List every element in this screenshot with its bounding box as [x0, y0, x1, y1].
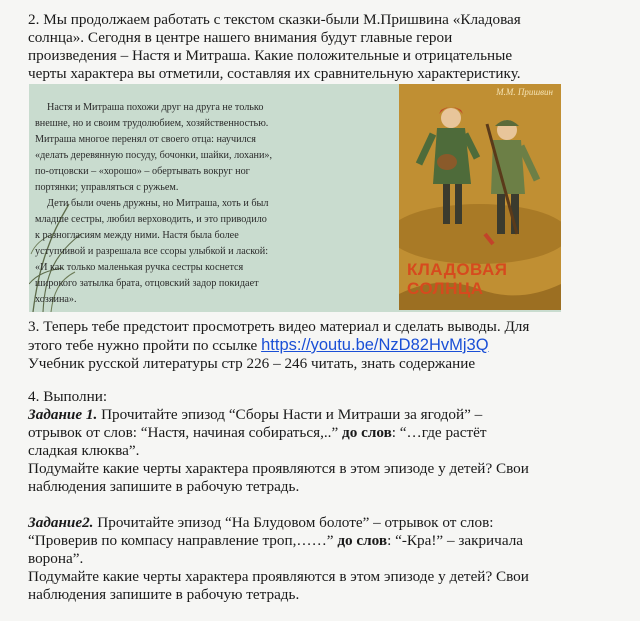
excerpt-line: Настя и Митраша похожи друг на друга не только	[47, 102, 264, 113]
z1-label: Задание 1.	[28, 406, 98, 423]
book-cover-illustration	[399, 84, 561, 310]
z1-line: сладкая клюква”.	[28, 442, 140, 459]
task3-line: Учебник русской литературы стр 226 – 246 читать, знать содержание	[28, 355, 476, 372]
z2-text: “Проверив по компасу направление троп,……”	[28, 532, 338, 549]
task4-section	[28, 388, 618, 604]
excerpt-line: к разногласиям между ними. Настя была более	[35, 230, 239, 241]
excerpt-line: внешне, но и своим трудолюбием, хозяйственностью.	[35, 118, 269, 129]
z1-question: Подумайте какие черты характера проявляются в этом эпизоде у детей? Свои	[28, 460, 529, 477]
intro-line: солнца». Сегодня в центре нашего внимания будут главные герои	[28, 29, 453, 46]
excerpt-line: портянки; управляться с ружьем.	[35, 182, 179, 193]
z2-question: Подумайте какие черты характера проявляются в этом эпизоде у детей? Свои	[28, 568, 529, 585]
z1-text: отрывок от слов: “Настя, начиная собираться,..”	[28, 424, 343, 441]
excerpt-line: «делать деревянную посуду, бочонки, шайки, лохани»,	[35, 150, 273, 161]
z1-text: Прочитайте эпизод “Сборы Насти и Митраши за ягодой” –	[97, 406, 483, 423]
cover-title-line: СОЛНЦА	[407, 279, 484, 298]
z1-line	[28, 424, 618, 442]
z1-text: : “…где растёт	[391, 424, 487, 441]
z2-bold: до слов	[337, 532, 388, 549]
excerpt-line: уступчивой и разрешала все ссоры улыбкой и лаской:	[35, 246, 269, 257]
task3-link-prefix: этого тебе нужно пройти по ссылке	[28, 337, 262, 354]
cover-author: М.М. Пришвин	[496, 87, 553, 97]
video-link[interactable]: https://youtu.be/NzD82HvMj3Q	[261, 336, 489, 354]
excerpt-line: хозяина».	[35, 294, 77, 305]
excerpt-line: Митраша многое перенял от своего отца: научился	[35, 134, 256, 145]
z2-line	[28, 514, 618, 532]
z2-text: : “-Кра!” – закричала	[387, 532, 524, 549]
excerpt-text	[35, 100, 355, 308]
task3-line: 3. Теперь тебе предстоит просмотреть видео материал и сделать выводы. Для	[28, 318, 530, 335]
intro-line: 2. Мы продолжаем работать с текстом сказки-были М.Пришвина «Кладовая	[28, 11, 521, 28]
cover-title-line: КЛАДОВАЯ	[407, 260, 508, 279]
z2-question: наблюдения запишите в рабочую тетрадь.	[28, 586, 300, 603]
excerpt-line: по-отцовски – «хорошо» – обертывать вокруг ног	[35, 166, 250, 177]
z2-text: Прочитайте эпизод “На Блудовом болоте” – отрывок от слов:	[93, 514, 494, 531]
z2-line	[28, 532, 618, 550]
excerpt-line: Дети были очень дружны, но Митраша, хоть и был	[47, 198, 269, 209]
intro-line: черты характера вы отметили, составляя их сравнительную характеристику.	[28, 65, 521, 82]
intro-paragraph	[28, 11, 618, 83]
task4-heading: 4. Выполни:	[28, 388, 108, 405]
cover-title	[407, 260, 557, 298]
task3-paragraph	[28, 318, 618, 373]
excerpt-line: «И как только маленькая ручка сестры коснется	[35, 262, 244, 273]
z1-question: наблюдения запишите в рабочую тетрадь.	[28, 478, 300, 495]
intro-line: произведения – Настя и Митраша. Какие положительные и отрицательные	[28, 47, 513, 64]
z1-line	[28, 406, 618, 424]
task3-line	[28, 336, 618, 355]
excerpt-line: младше сестры, любил верховодить, и это приводило	[35, 214, 267, 225]
z2-label: Задание2.	[28, 514, 94, 531]
spacer	[28, 496, 618, 514]
z1-bold: до слов	[342, 424, 392, 441]
z2-line: ворона”.	[28, 550, 84, 567]
excerpt-line: широкого затылка брата, отцовский задор покидает	[35, 278, 259, 289]
